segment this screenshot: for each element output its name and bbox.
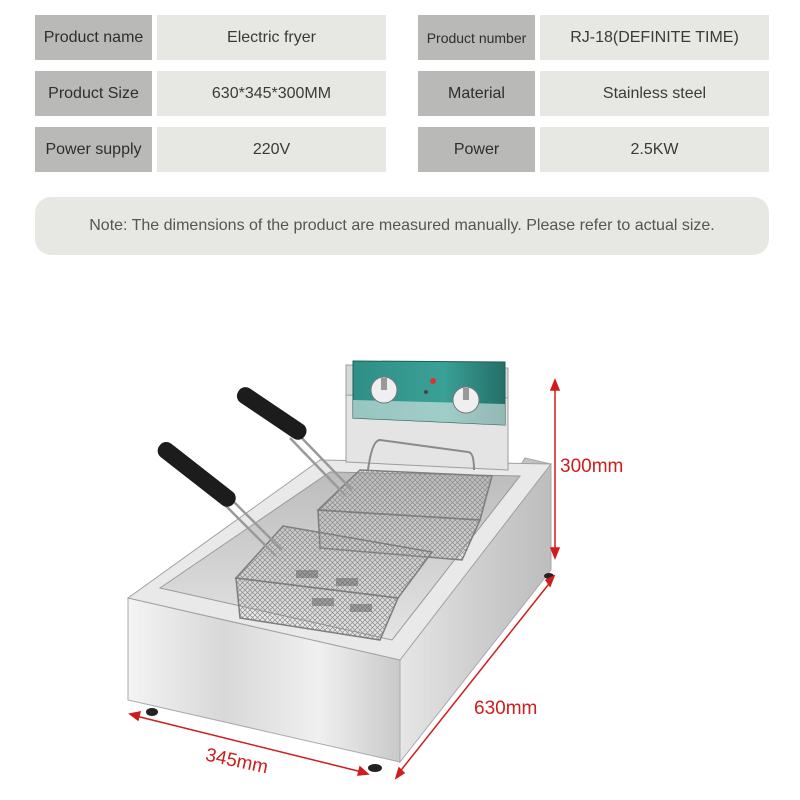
label-material: Material <box>418 71 535 116</box>
measurement-note: Note: The dimensions of the product are measured manually. Please refer to actual size. <box>35 197 769 255</box>
value-power: 2.5KW <box>540 127 769 172</box>
label-product-size: Product Size <box>35 71 152 116</box>
handle-grip[interactable] <box>234 384 310 443</box>
value-product-number: RJ-18(DEFINITE TIME) <box>540 15 769 60</box>
indicator-light-icon <box>430 378 436 384</box>
label-power: Power <box>418 127 535 172</box>
handle-grip[interactable] <box>154 439 239 510</box>
value-product-size: 630*345*300MM <box>157 71 386 116</box>
label-product-name: Product name <box>35 15 152 60</box>
label-power-supply: Power supply <box>35 127 152 172</box>
value-power-supply: 220V <box>157 127 386 172</box>
length-dimension-label: 630mm <box>474 698 538 719</box>
value-material: Stainless steel <box>540 71 769 116</box>
width-dimension-label: 345mm <box>203 744 270 779</box>
foot <box>368 764 382 772</box>
value-product-name: Electric fryer <box>157 15 386 60</box>
foot <box>146 708 158 716</box>
height-dimension-label: 300mm <box>560 456 624 477</box>
label-product-number: Product number <box>418 15 535 60</box>
